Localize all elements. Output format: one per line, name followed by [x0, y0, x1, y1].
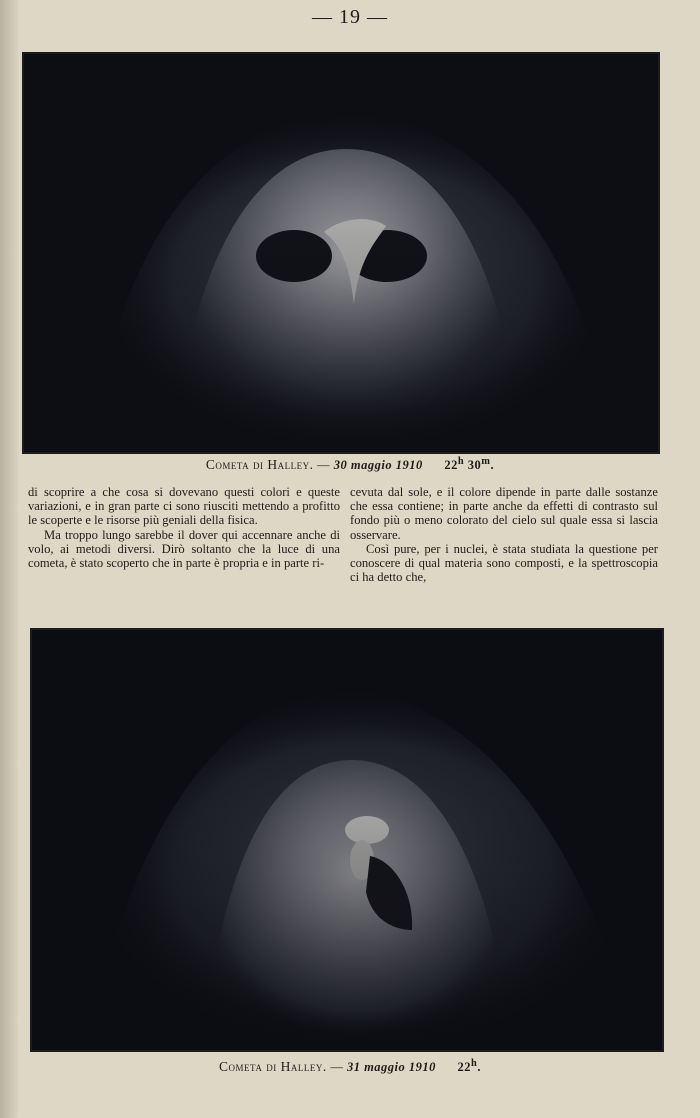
figure-caption-1 [0, 456, 700, 473]
caption-date: 31 maggio 1910 [346, 1060, 436, 1075]
paragraph: di scoprire a che cosa si dovevano questi colori e queste variazioni, e in gran parte ci sono riusciti mettendo a profitto le scoperte e le risorse più geniali della fisica. [28, 485, 340, 528]
page-edge [0, 0, 18, 1118]
caption-title: Cometa di Halley. [205, 457, 314, 473]
text-column-right [350, 485, 658, 584]
paragraph: cevuta dal sole, e il colore dipende in parte dalle sostanze che essa contiene; in parte anche da effetti di contrasto sul fondo più o meno colorato del cielo sul quale essa si lascia osservare. [350, 485, 658, 542]
caption-dash: — [330, 1060, 344, 1075]
caption-time: 22$^h$. [457, 1058, 481, 1075]
caption-title: Cometa di Halley. [219, 1059, 327, 1075]
comet-halley-image-1 [24, 54, 658, 452]
paragraph: Ma troppo lungo sarebbe il dover qui accennare anche di volo, ai metodi diversi. Dirò soltanto che la luce di una cometa, è stato scoperto che in parte è propria e in parte ri- [28, 527, 340, 571]
paragraph: Così pure, per i nuclei, è stata studiata la questione per conoscere di qual materia sono composti, e la spettroscopia ci ha detto che, [350, 541, 658, 585]
comet-photograph-1 [22, 52, 660, 454]
page-number: — 19 — [312, 6, 388, 28]
comet-photograph-2 [30, 628, 664, 1052]
figure-caption-2 [0, 1058, 700, 1075]
text-column-left [28, 485, 340, 570]
caption-time: 22$^h$ 30$^m$. [444, 456, 495, 473]
comet-halley-image-2 [32, 630, 662, 1050]
caption-date: 30 maggio 1910 [333, 458, 423, 473]
caption-dash: — [317, 458, 331, 473]
